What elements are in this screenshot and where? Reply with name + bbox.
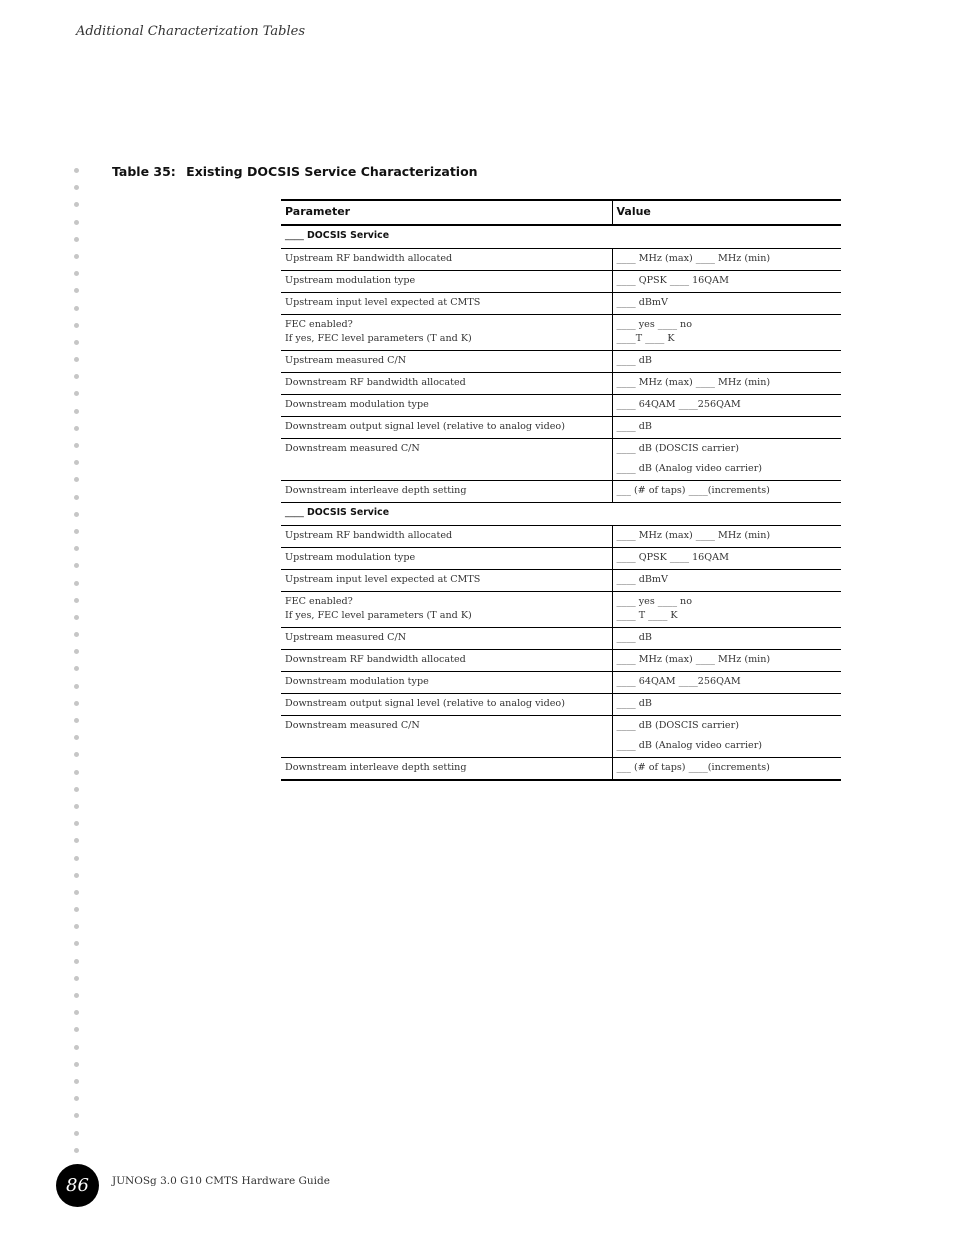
value-text: ____ QPSK ____ 16QAM [616,275,729,286]
table-row [281,315,841,351]
margin-dot [74,907,79,912]
value-cell [612,758,841,781]
parameter-cell [281,351,612,373]
margin-dot [74,873,79,878]
value-cell [612,249,841,271]
table-row [281,481,841,503]
margin-dot [74,1131,79,1136]
section-label: DOCSIS Service [307,507,390,518]
parameter-cell [281,526,612,548]
margin-dot [74,1079,79,1084]
margin-dot [74,941,79,946]
column-header-parameter: Parameter [281,200,612,225]
parameter-text: Upstream modulation type [285,275,416,286]
value-cell [612,570,841,592]
value-text: ____ dB (Analog video carrier) [616,740,763,751]
parameter-cell [281,249,612,271]
margin-dot [74,391,79,396]
table-row [281,439,841,481]
table-row [281,570,841,592]
value-text: ____ dBmV [616,574,668,585]
value-cell [612,439,841,481]
margin-dot [74,357,79,362]
value-text: ____ yes ____ no [616,319,692,330]
margin-dot [74,1027,79,1032]
margin-dot [74,632,79,637]
parameter-text: Downstream modulation type [285,676,429,687]
margin-dot [74,512,79,517]
margin-dot [74,1113,79,1118]
parameter-text: Upstream input level expected at CMTS [285,297,481,308]
value-cell [612,481,841,503]
margin-dot [74,529,79,534]
parameter-text: Upstream input level expected at CMTS [285,574,481,585]
margin-dot [74,666,79,671]
parameter-cell [281,271,612,293]
parameter-cell [281,417,612,439]
value-text: ____ MHz (max) ____ MHz (min) [616,253,771,264]
parameter-cell [281,395,612,417]
section-row [281,503,841,526]
table-row [281,293,841,315]
parameter-text: Downstream interleave depth setting [285,485,467,496]
margin-dot [74,185,79,190]
margin-dot [74,563,79,568]
margin-dot [74,546,79,551]
table-title: Existing DOCSIS Service Characterization [186,164,478,179]
table-row [281,417,841,439]
table-row [281,592,841,628]
table-row [281,526,841,548]
margin-dot [74,1010,79,1015]
value-cell [612,672,841,694]
table-row [281,694,841,716]
parameter-text: Upstream RF bandwidth allocated [285,253,453,264]
value-cell [612,293,841,315]
table-row [281,395,841,417]
margin-dot [74,959,79,964]
margin-dot [74,443,79,448]
value-text: ____ dBmV [616,297,668,308]
parameter-cell [281,628,612,650]
value-cell [612,351,841,373]
table-row [281,650,841,672]
table-row [281,758,841,781]
value-text: ____ dB [616,632,652,643]
parameter-text: Downstream measured C/N [285,720,420,731]
value-text: ____ MHz (max) ____ MHz (min) [616,530,771,541]
column-header-value: Value [612,200,841,225]
value-text: ____ dB [616,355,652,366]
margin-dot [74,374,79,379]
margin-dot [74,701,79,706]
margin-dot [74,804,79,809]
parameter-text: Downstream RF bandwidth allocated [285,654,466,665]
margin-dot [74,271,79,276]
margin-dot [74,924,79,929]
table-row [281,628,841,650]
parameter-cell [281,293,612,315]
value-text: ___ (# of taps) ____(increments) [616,485,770,496]
parameter-cell [281,716,612,758]
margin-dot [74,890,79,895]
parameter-text: Downstream output signal level (relative to analog video) [285,421,565,432]
table-number: Table 35: [112,164,176,179]
margin-dot-rule [74,168,82,1182]
parameter-text: Upstream modulation type [285,552,416,563]
value-cell [612,526,841,548]
section-blank: ____ [285,230,304,241]
value-cell [612,694,841,716]
margin-dot [74,976,79,981]
value-text: ____ MHz (max) ____ MHz (min) [616,654,771,665]
parameter-cell [281,315,612,351]
margin-dot [74,856,79,861]
margin-dot [74,168,79,173]
margin-dot [74,684,79,689]
parameter-text: Downstream RF bandwidth allocated [285,377,466,388]
margin-dot [74,615,79,620]
margin-dot [74,202,79,207]
value-text: ____ dB [616,698,652,709]
parameter-text: If yes, FEC level parameters (T and K) [285,610,472,621]
margin-dot [74,821,79,826]
margin-dot [74,770,79,775]
margin-dot [74,598,79,603]
table-row [281,548,841,570]
margin-dot [74,752,79,757]
value-text: ____ dB (DOSCIS carrier) [616,443,739,454]
parameter-text: Downstream interleave depth setting [285,762,467,773]
value-cell [612,417,841,439]
value-cell [612,315,841,351]
parameter-text: If yes, FEC level parameters (T and K) [285,333,472,344]
value-text: ____ QPSK ____ 16QAM [616,552,729,563]
margin-dot [74,220,79,225]
parameter-cell [281,758,612,781]
parameter-cell [281,548,612,570]
parameter-cell [281,650,612,672]
margin-dot [74,1096,79,1101]
value-text: ____ dB (Analog video carrier) [616,463,763,474]
value-text: ____ yes ____ no [616,596,692,607]
parameter-cell [281,439,612,481]
table-row [281,716,841,758]
parameter-cell [281,672,612,694]
parameter-cell [281,570,612,592]
table-row [281,672,841,694]
footer-book-title: JUNOSg 3.0 G10 CMTS Hardware Guide [112,1175,330,1187]
margin-dot [74,993,79,998]
margin-dot [74,495,79,500]
margin-dot [74,1148,79,1153]
parameter-cell [281,592,612,628]
parameter-cell [281,373,612,395]
margin-dot [74,460,79,465]
section-heading [281,503,841,526]
value-text: ___ (# of taps) ____(increments) [616,762,770,773]
section-blank: ____ [285,507,304,518]
value-text: ____ 64QAM ____256QAM [616,676,741,687]
parameter-text: Upstream measured C/N [285,632,407,643]
value-cell [612,628,841,650]
margin-dot [74,340,79,345]
parameter-text: Upstream RF bandwidth allocated [285,530,453,541]
section-heading [281,225,841,249]
margin-dot [74,306,79,311]
parameter-text: Upstream measured C/N [285,355,407,366]
value-cell [612,592,841,628]
parameter-text: FEC enabled? [285,319,353,330]
value-cell [612,716,841,758]
margin-dot [74,735,79,740]
value-text: ____T ____ K [616,333,675,344]
margin-dot [74,409,79,414]
page-number-badge: 86 [56,1164,99,1207]
margin-dot [74,1062,79,1067]
parameter-text: Downstream output signal level (relative to analog video) [285,698,565,709]
margin-dot [74,426,79,431]
margin-dot [74,649,79,654]
value-text: ____ T ____ K [616,610,678,621]
margin-dot [74,237,79,242]
table-body [281,225,841,780]
margin-dot [74,254,79,259]
value-text: ____ dB [616,421,652,432]
margin-dot [74,787,79,792]
section-label: DOCSIS Service [307,230,390,241]
value-cell [612,395,841,417]
margin-dot [74,323,79,328]
value-cell [612,548,841,570]
margin-dot [74,477,79,482]
value-text: ____ MHz (max) ____ MHz (min) [616,377,771,388]
value-cell [612,271,841,293]
value-text: ____ 64QAM ____256QAM [616,399,741,410]
table-row [281,249,841,271]
characterization-table [281,199,841,781]
margin-dot [74,288,79,293]
margin-dot [74,1045,79,1050]
value-cell [612,650,841,672]
parameter-text: Downstream modulation type [285,399,429,410]
table-header-row [281,200,841,225]
parameter-cell [281,481,612,503]
table-caption [112,164,478,179]
table-row [281,351,841,373]
parameter-text: Downstream measured C/N [285,443,420,454]
margin-dot [74,718,79,723]
parameter-text: FEC enabled? [285,596,353,607]
margin-dot [74,581,79,586]
table-row [281,373,841,395]
value-text: ____ dB (DOSCIS carrier) [616,720,739,731]
margin-dot [74,838,79,843]
section-row [281,225,841,249]
table-row [281,271,841,293]
value-cell [612,373,841,395]
parameter-cell [281,694,612,716]
running-header: Additional Characterization Tables [76,24,305,39]
